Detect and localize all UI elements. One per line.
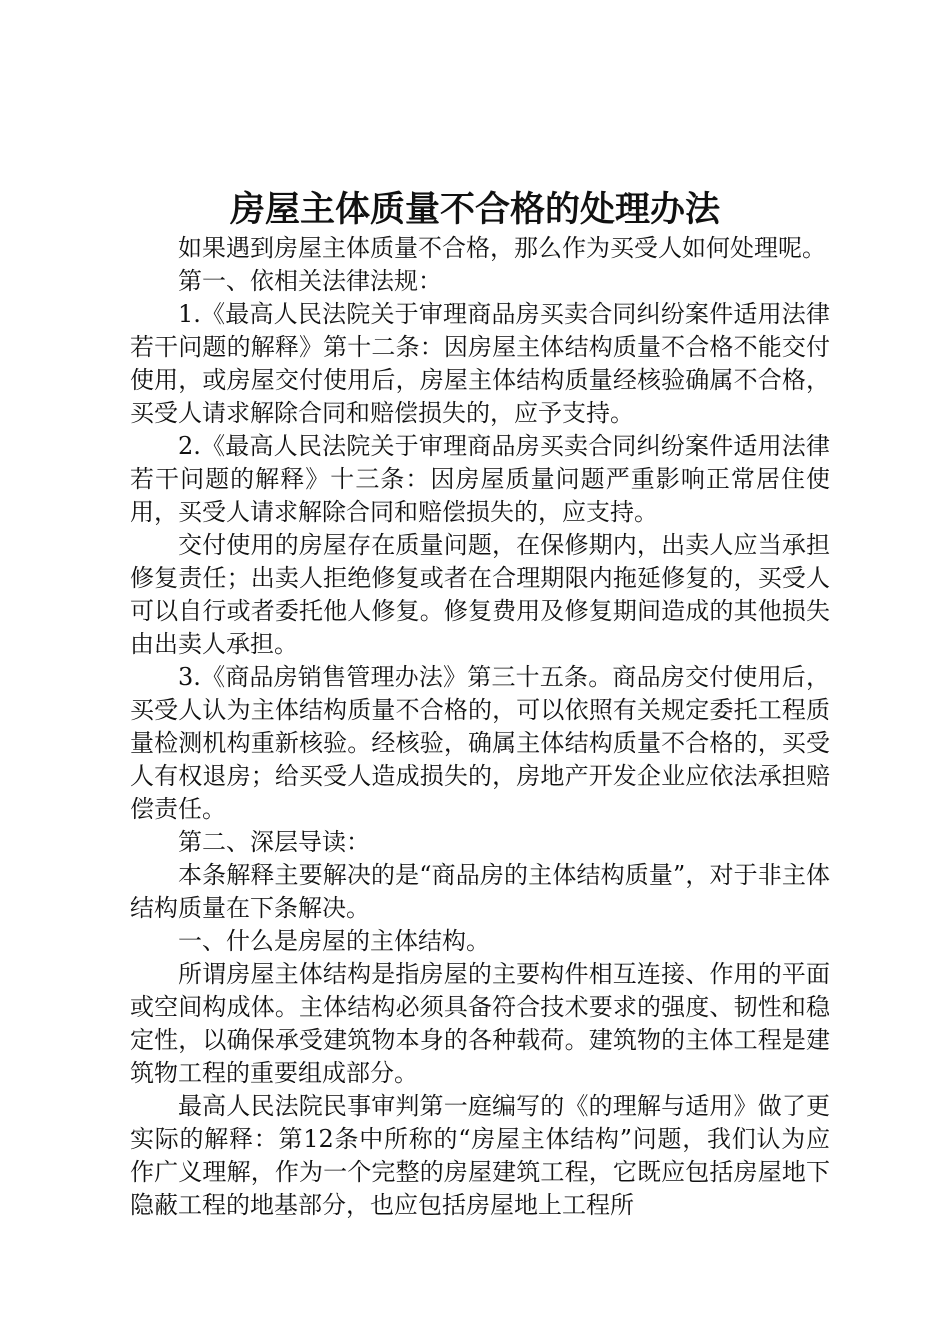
paragraph-interpretation-scope: 本条解释主要解决的是“商品房的主体结构质量”，对于非主体结构质量在下条解决。 [130,861,830,922]
paragraph-section-two-heading: 第二、深层导读： [178,828,370,856]
paragraph-item-1: 1.《最高人民法院关于审理商品房买卖合同纠纷案件适用法律若干问题的解释》第十二条：因房屋主体结构质量不合格不能交付使用，或房屋交付使用后，房屋主体结构质量经核验确属不合格，买受人请求解除合同和赔偿损失的，应予支持。 [130,300,830,427]
paragraph-court-explanation: 最高人民法院民事审判第一庭编写的《的理解与适用》做了更实际的解释：第12条中所称的“房屋主体结构”问题，我们认为应作广义理解，作为一个完整的房屋建筑工程，它既应包括房屋地下隐蔽工程的地基部分，也应包括房屋地上工程所 [130,1092,830,1219]
paragraph-main-structure-definition: 所谓房屋主体结构是指房屋的主要构件相互连接、作用的平面或空间构成体。主体结构必须具备符合技术要求的强度、韧性和稳定性，以确保承受建筑物本身的各种载荷。建筑物的主体工程是建筑物工程的重要组成部分。 [130,960,830,1087]
document-title: 房屋主体质量不合格的处理办法 [229,189,720,230]
paragraph-item-3: 3.《商品房销售管理办法》第三十五条。商品房交付使用后，买受人认为主体结构质量不合格的，可以依照有关规定委托工程质量检测机构重新核验。经核验，确属主体结构质量不合格的，买受人有权退房；给买受人造成损失的，房地产开发企业应依法承担赔偿责任。 [130,663,830,823]
paragraph-section-one-heading: 第一、依相关法律法规： [178,267,442,295]
paragraph-item-2: 2.《最高人民法院关于审理商品房买卖合同纠纷案件适用法律若干问题的解释》十三条：因房屋质量问题严重影响正常居住使用，买受人请求解除合同和赔偿损失的，应支持。 [130,432,830,526]
paragraph-repair-liability: 交付使用的房屋存在质量问题，在保修期内，出卖人应当承担修复责任；出卖人拒绝修复或者在合理期限内拖延修复的，买受人可以自行或者委托他人修复。修复费用及修复期间造成的其他损失由出卖人承担。 [130,531,830,658]
document-body [130,232,830,1222]
paragraph-intro: 如果遇到房屋主体质量不合格，那么作为买受人如何处理呢。 [178,234,826,262]
paragraph-subheading-main-structure: 一、什么是房屋的主体结构。 [178,927,490,955]
